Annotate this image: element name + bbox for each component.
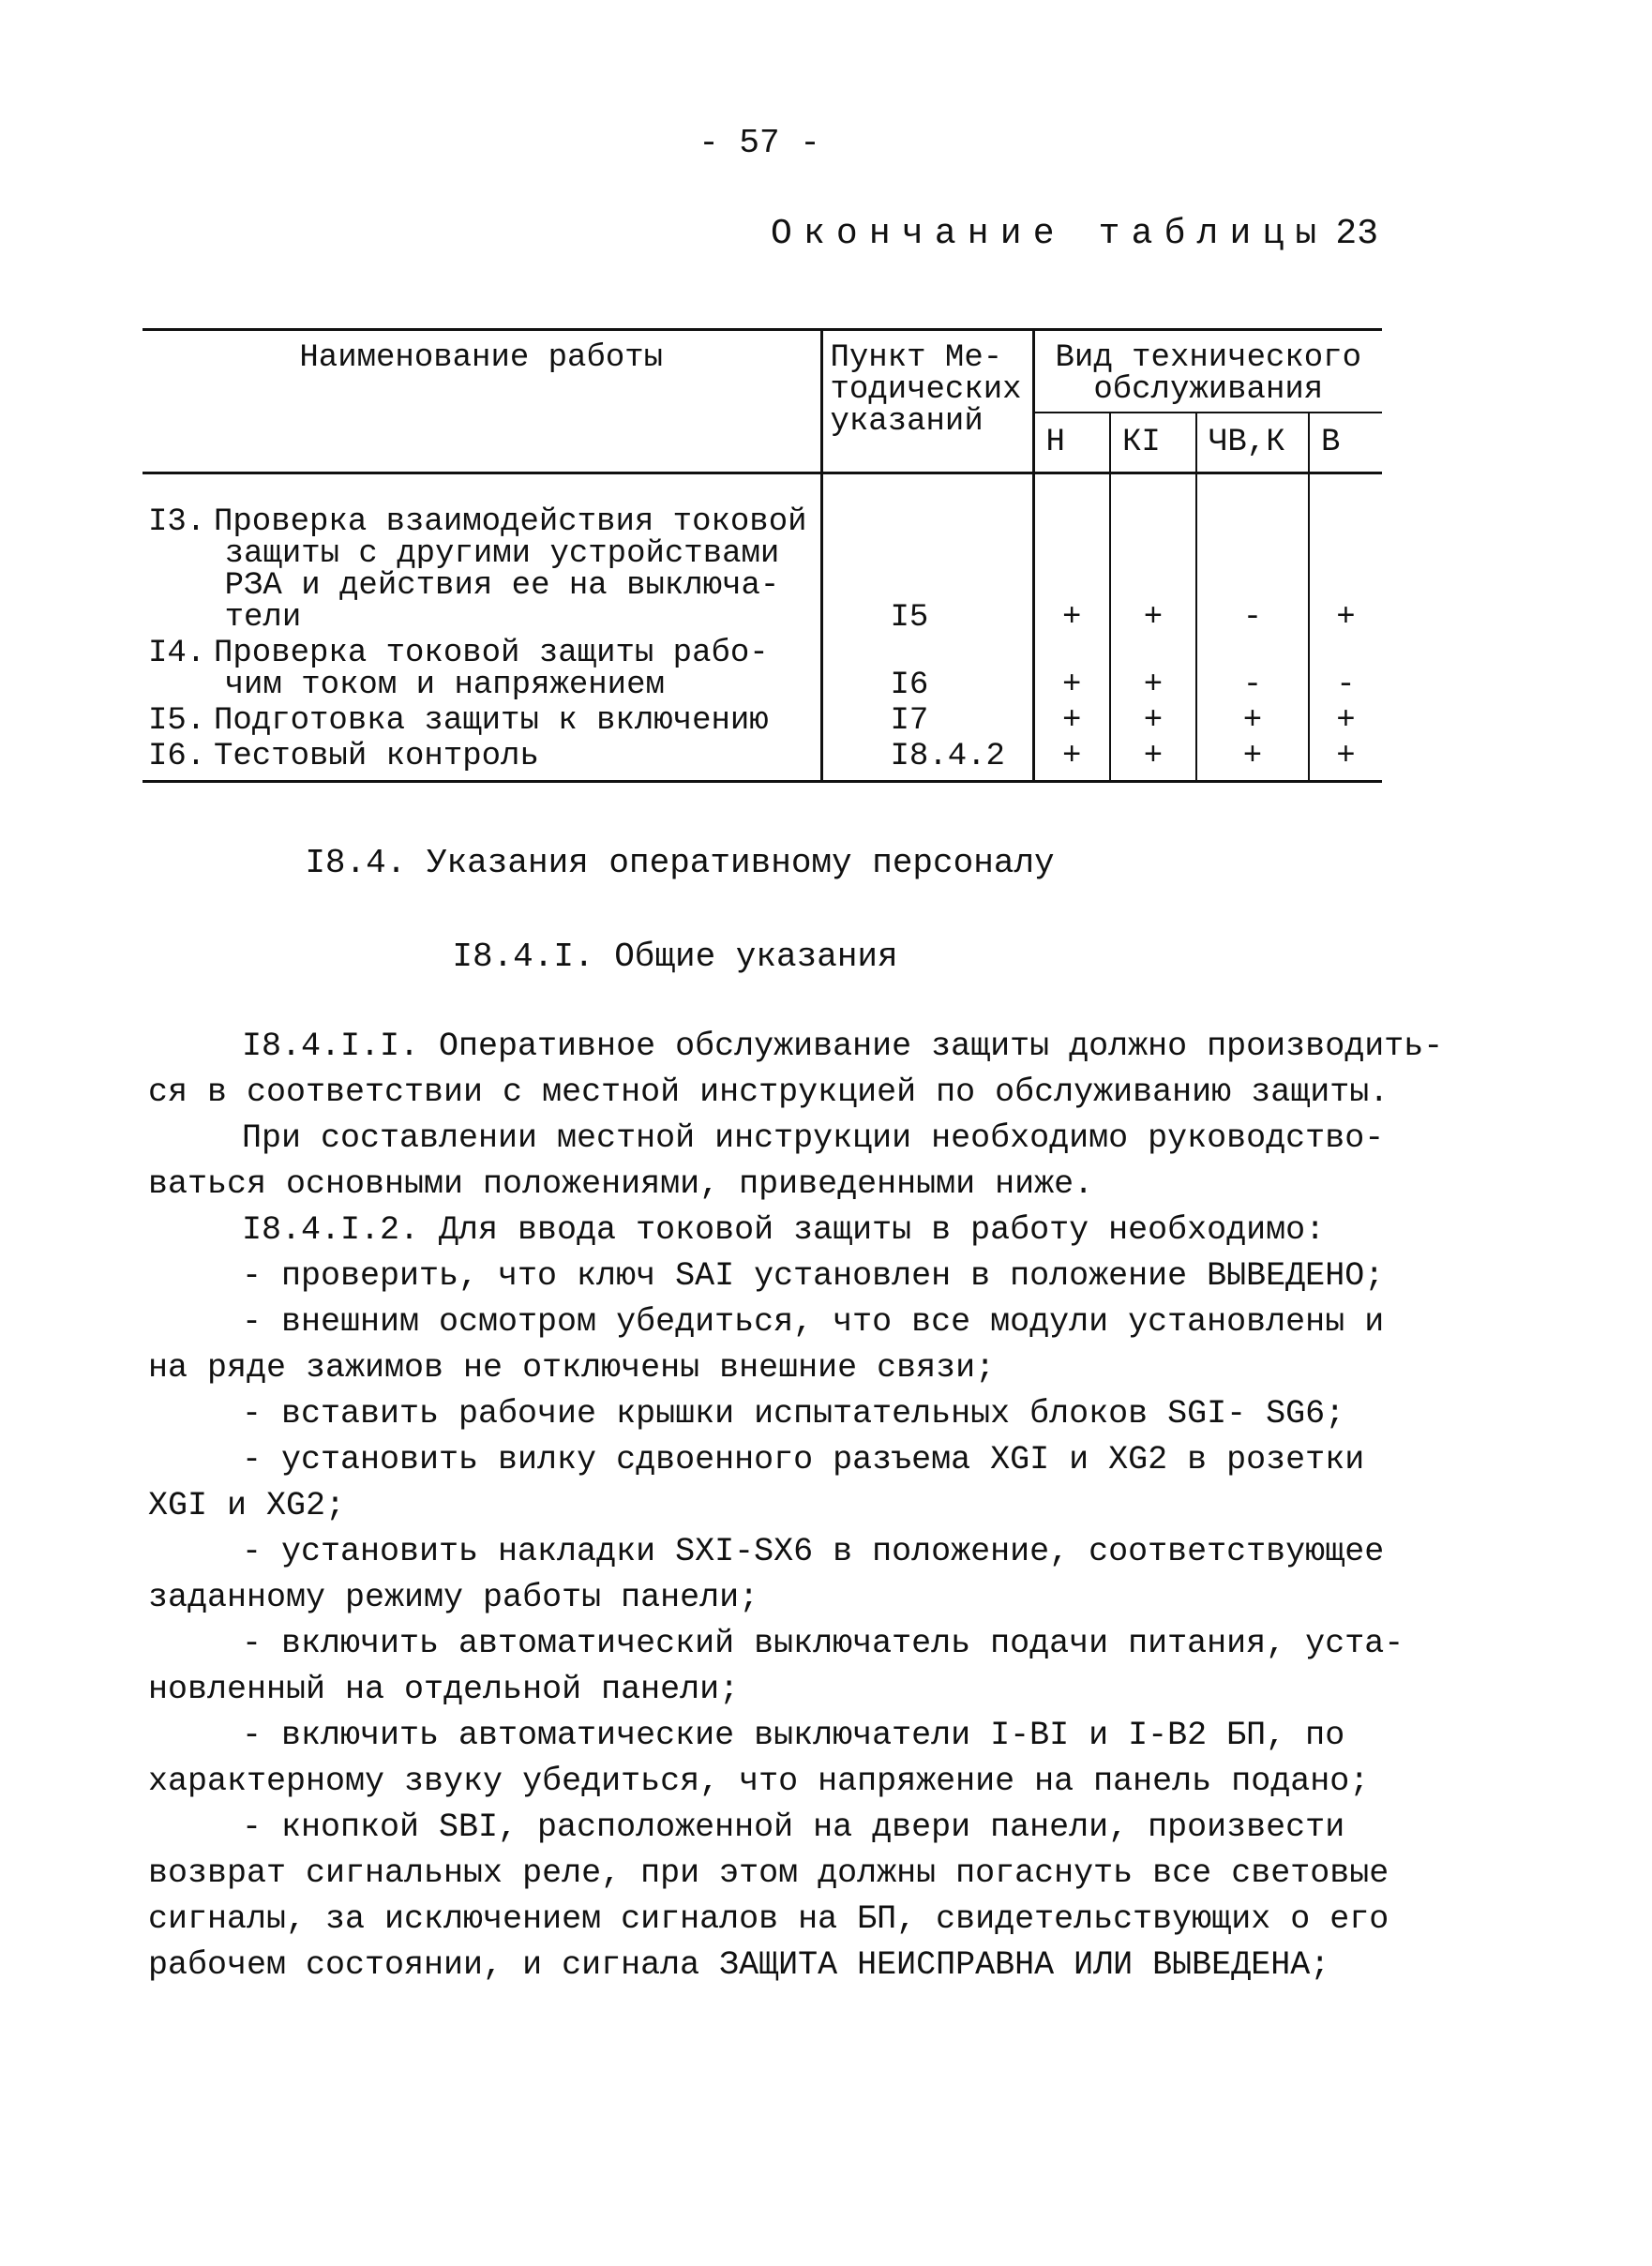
row-number: I4. [148, 636, 206, 671]
header-mode-n: Н [1033, 413, 1110, 473]
work-name: Подготовка защиты к включению [214, 703, 769, 739]
text-line: - вставить рабочие крышки испытательных блоков SGI- SG6; [242, 1395, 1345, 1433]
mode-mark-cell: - [1196, 473, 1309, 637]
text-line: I8.4.I.I. Оперативное обслуживание защиты должно производить- [242, 1028, 1444, 1065]
text-line: - установить накладки SXI-SX6 в положение, соответствующее [242, 1533, 1385, 1570]
text-line: на ряде зажимов не отключены внешние связи; [148, 1349, 996, 1387]
text-line: заданному режиму работы панели; [148, 1579, 759, 1616]
row-number: I5. [148, 703, 206, 739]
text-line: характерному звуку убедиться, что напряжение на панель подано; [148, 1763, 1370, 1800]
text-line: - включить автоматические выключатели I-BI и I-B2 БП, по [242, 1717, 1345, 1754]
text-line: - включить автоматический выключатель подачи питания, уста- [242, 1625, 1404, 1662]
header-mode-chv-k: ЧВ,К [1196, 413, 1309, 473]
text-line: При составлении местной инструкции необходимо руководство- [242, 1119, 1385, 1157]
work-name: Тестовый контроль [214, 739, 539, 774]
table-caption-number: 23 [1335, 214, 1378, 254]
row-number: I6. [148, 739, 206, 774]
text-line: новленный на отдельной панели; [148, 1671, 740, 1708]
mode-mark-cell: + [1336, 703, 1356, 739]
work-name-cell [143, 473, 821, 637]
reference-cell: I7 [821, 703, 1033, 739]
table-row [143, 636, 1382, 703]
row-number: I3. [148, 504, 206, 540]
table-caption [656, 214, 1378, 254]
text-line: I8.4.I.2. Для ввода токовой защиты в работу необходимо: [242, 1211, 1326, 1249]
table-row [143, 739, 1382, 782]
table-caption-text: Окончание таблицы [771, 214, 1329, 254]
reference-cell: I8.4.2 [821, 739, 1033, 782]
work-name-cell [143, 636, 821, 703]
reference-cell: I6 [821, 636, 1033, 703]
text-line: - установить вилку сдвоенного разъема XGI и XG2 в розетки [242, 1441, 1365, 1478]
text-line: рабочем состоянии, и сигнала ЗАЩИТА НЕИСПРАВНА ИЛИ ВЫВЕДЕНА; [148, 1946, 1330, 1984]
mode-mark-cell: + [1033, 703, 1110, 739]
text-line: - кнопкой SBI, расположенной на двери панели, произвести [242, 1808, 1345, 1846]
mode-mark-cell: + [1110, 703, 1196, 739]
text-line: сигналы, за исключением сигналов на БП, свидетельствующих о его [148, 1900, 1389, 1938]
text-line: XGI и XG2; [148, 1487, 346, 1524]
mode-mark-cell: + [1110, 473, 1196, 637]
mode-mark-cell: + [1033, 739, 1110, 782]
work-name-cell [143, 703, 821, 739]
mode-mark-cell: + [1196, 703, 1309, 739]
table-row [143, 473, 1382, 637]
mode-mark-cell: + [1033, 473, 1110, 637]
subsection-heading: I8.4.I. Общие указания [452, 938, 898, 976]
mode-mark-cell: + [1110, 636, 1196, 703]
mode-mark-cell: + [1110, 739, 1196, 782]
reference-cell: I5 [821, 473, 1033, 637]
maintenance-table [143, 328, 1382, 783]
text-line: возврат сигнальных реле, при этом должны погаснуть все световые [148, 1854, 1389, 1892]
text-line: - внешним осмотром убедиться, что все модули установлены и [242, 1303, 1385, 1341]
mode-mark-cell: + [1309, 739, 1382, 782]
header-reference: Пункт Ме- тодических указаний [821, 330, 1033, 473]
mode-mark-cell: - [1196, 636, 1309, 703]
text-line: - проверить, что ключ SAI установлен в положение ВЫВЕДЕНО; [242, 1257, 1385, 1295]
mode-mark-cell: + [1336, 600, 1356, 636]
page-number: - 57 - [698, 124, 820, 162]
work-name-cell [143, 739, 821, 782]
header-work-name: Наименование работы [143, 330, 821, 473]
text-line: ваться основными положениями, приведенными ниже. [148, 1165, 1094, 1203]
work-name: Проверка взаимодействия токовой защиты с другими устройствами РЗА и действия ее на выключа- тели [214, 504, 807, 636]
header-mode-v: В [1309, 413, 1382, 473]
header-mode-k1: КI [1110, 413, 1196, 473]
header-maintenance-kind: Вид технического обслуживания [1033, 330, 1382, 413]
text-line: ся в соответствии с местной инструкцией по обслуживанию защиты. [148, 1073, 1389, 1111]
body-text [148, 1024, 1444, 1988]
work-name: Проверка токовой защиты рабо- чим током и напряжением [214, 636, 769, 703]
section-heading: I8.4. Указания оперативному персоналу [305, 844, 1055, 882]
mode-mark-cell: + [1033, 636, 1110, 703]
table-row [143, 703, 1382, 739]
mode-mark-cell: + [1196, 739, 1309, 782]
mode-mark-cell: - [1336, 668, 1356, 703]
